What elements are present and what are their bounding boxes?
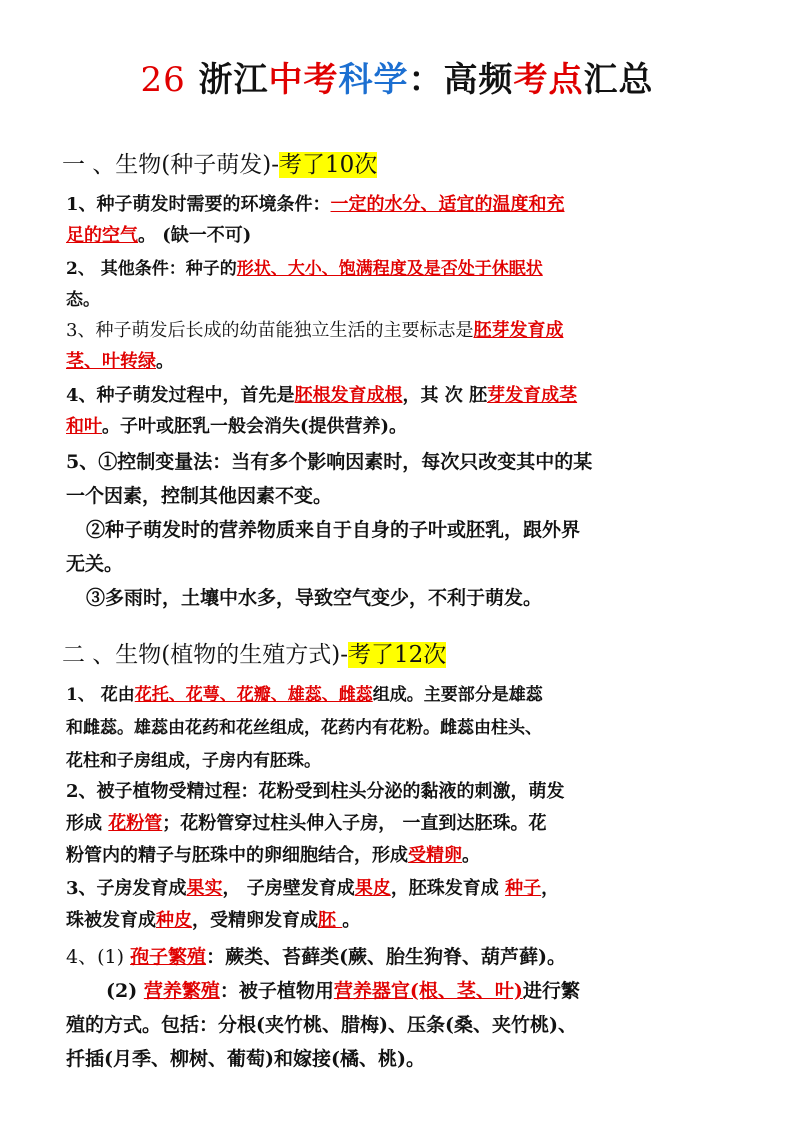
text: ， 子房壁发育成 xyxy=(222,878,355,899)
text: 4、(1) xyxy=(66,946,131,968)
text: 3、种子萌发后长成的幼苗能独立生活的主要标志是 xyxy=(66,320,474,341)
section-heading-1 xyxy=(62,146,377,179)
title-part: 科学 xyxy=(338,60,409,100)
paragraph-1-2 xyxy=(66,254,734,316)
title-part: 中考 xyxy=(268,60,339,100)
text: 2、 其他条件：种子的 xyxy=(66,259,237,279)
text: ：蕨类、苔藓类(蕨、胎生狗脊、葫芦藓)。 xyxy=(206,946,567,968)
text: 4、种子萌发过程中，首先是 xyxy=(66,385,295,406)
text: 1、 花由 xyxy=(66,685,135,705)
key-text: 芽发育成茎 xyxy=(487,385,578,406)
text: 粉管内的精子与胚珠中的卵细胞结合，形成 xyxy=(66,845,408,866)
text: 进行繁 xyxy=(522,980,580,1002)
paragraph-2-2 xyxy=(66,776,734,872)
page-title xyxy=(0,52,794,101)
text: 形成 xyxy=(66,813,109,834)
key-text: 形状、大小、饱满程度及是否处于休眠状 xyxy=(236,259,543,279)
text: 一个因素，控制其他因素不变。 xyxy=(66,485,333,507)
key-text: 孢子繁殖 xyxy=(130,946,207,968)
text: 和雌蕊。雄蕊由花药和花丝组成，花药内有花粉。雌蕊由柱头、 xyxy=(66,718,542,738)
text: ，胚珠发育成 xyxy=(390,878,506,899)
paragraph-1-4 xyxy=(66,380,734,442)
title-number: 26 xyxy=(140,60,186,100)
key-text: 营养器官(根、茎、叶) xyxy=(333,980,523,1002)
text: 2、被子植物受精过程：花粉受到柱头分泌的黏液的刺激，萌发 xyxy=(66,781,565,802)
key-text: 胚芽发育成 xyxy=(473,320,564,341)
key-text: 果实 xyxy=(186,878,223,899)
key-text: 胚 xyxy=(318,910,343,931)
text: 。 xyxy=(156,351,174,372)
text: 扦插(月季、柳树、葡萄)和嫁接(橘、桃)。 xyxy=(66,1048,425,1070)
section-heading-2 xyxy=(62,636,446,669)
text: 。 (缺一不可) xyxy=(138,225,252,246)
title-part: 浙江 xyxy=(198,60,269,100)
key-text: 受精卵 xyxy=(408,845,462,866)
title-part: ：高频 xyxy=(408,60,514,100)
key-text: 足的空气 xyxy=(66,225,138,246)
key-text: 果皮 xyxy=(354,878,391,899)
text: ，其 次 胚 xyxy=(402,385,488,406)
section-count-highlight: 考了10次 xyxy=(279,152,378,178)
text: ，受精卵发育成 xyxy=(192,910,318,931)
text: (2) xyxy=(106,980,144,1002)
title-part: 考点 xyxy=(513,60,584,100)
paragraph-1-3 xyxy=(66,315,734,377)
text: 5、①控制变量法：当有多个影响因素时，每次只改变其中的某 xyxy=(66,451,593,473)
section-heading-text: 二 、生物(植物的生殖方式)- xyxy=(62,642,349,668)
section-count-highlight: 考了12次 xyxy=(348,642,447,668)
key-text: 花粉管 xyxy=(108,813,163,834)
text: 1、种子萌发时需要的环境条件： xyxy=(66,194,331,215)
text: 。子叶或胚乳一般会消失(提供营养)。 xyxy=(102,416,408,437)
text: 。 xyxy=(342,910,361,931)
paragraph-1-1 xyxy=(66,189,734,251)
text: 殖的方式。包括：分根(夹竹桃、腊梅)、压条(桑、夹竹桃)、 xyxy=(66,1014,577,1036)
paragraph-2-3 xyxy=(66,873,734,937)
text: 3、子房发育成 xyxy=(66,878,187,899)
text: 无关。 xyxy=(66,553,124,575)
text: ， xyxy=(541,878,560,899)
key-text: 种子 xyxy=(505,878,542,899)
text: 态。 xyxy=(66,290,100,310)
key-text: 茎、叶转绿 xyxy=(66,351,156,372)
title-part: 汇总 xyxy=(583,60,654,100)
paragraph-2-4 xyxy=(66,940,734,1076)
text: 。 xyxy=(462,845,480,866)
text: ③多雨时，土壤中水多，导致空气变少，不利于萌发。 xyxy=(86,587,543,609)
text: ②种子萌发时的营养物质来自于自身的子叶或胚乳，跟外界 xyxy=(86,519,581,541)
paragraph-2-1 xyxy=(66,679,734,778)
text: ：被子植物用 xyxy=(219,980,334,1002)
text: 组成。主要部分是雄蕊 xyxy=(372,685,543,705)
text: 花柱和子房组成，子房内有胚珠。 xyxy=(66,751,321,771)
key-text: 一定的水分、适宜的温度和充 xyxy=(330,194,565,215)
text: 珠被发育成 xyxy=(66,910,156,931)
key-text: 种皮 xyxy=(156,910,192,931)
section-heading-text: 一 、生物(种子萌发)- xyxy=(62,152,280,178)
paragraph-1-5 xyxy=(66,445,734,615)
key-text: 和叶 xyxy=(66,416,102,437)
key-text: 花托、花萼、花瓣、雄蕊、雌蕊 xyxy=(134,685,373,705)
key-text: 胚根发育成根 xyxy=(294,385,403,406)
key-text: 营养繁殖 xyxy=(143,980,220,1002)
text: ；花粉管穿过柱头伸入子房， 一直到达胚珠。花 xyxy=(162,813,547,834)
